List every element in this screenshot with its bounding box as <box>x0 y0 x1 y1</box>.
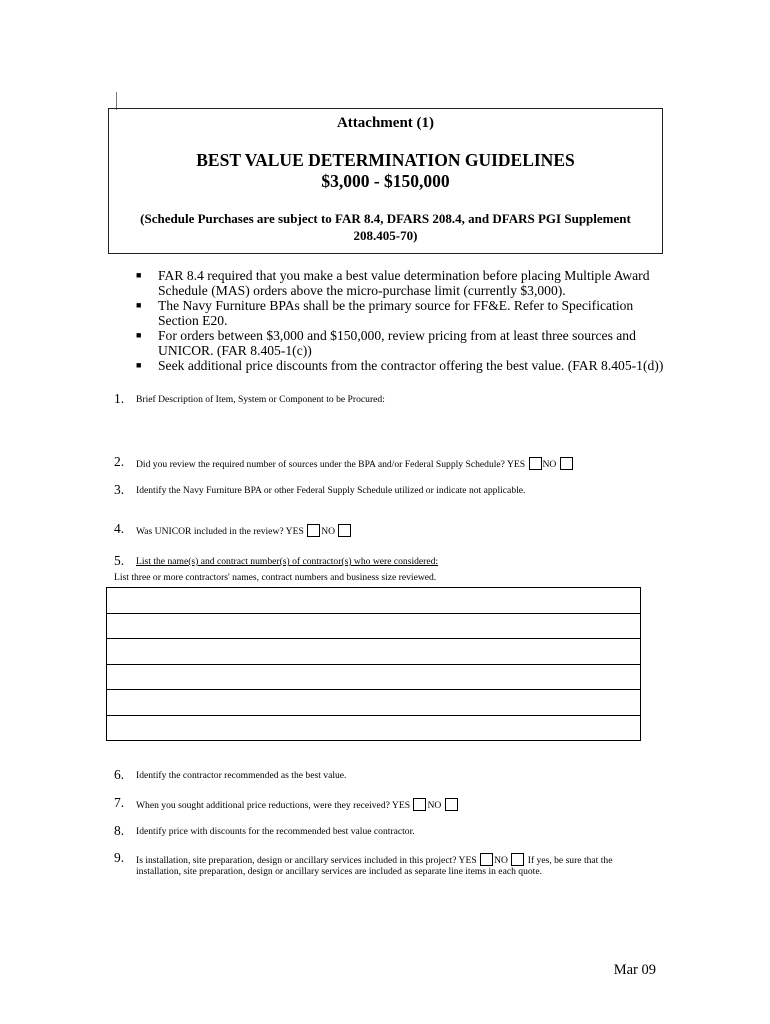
no-checkbox[interactable] <box>338 524 351 537</box>
bullet-item <box>136 268 676 298</box>
no-checkbox[interactable] <box>511 853 524 866</box>
bullet-text: FAR 8.4 required that you make a best value determination before placing Multiple Award Schedule (MAS) orders above the micro-purchase limit (currently $3,000). <box>158 268 650 298</box>
contractors-table <box>106 587 641 741</box>
square-bullet-icon: ■ <box>136 270 142 280</box>
question-text-continued: If yes, be sure that the <box>527 855 613 866</box>
question-text: Did you review the required number of sources under the BPA and/or Federal Supply Schedule? YES <box>136 459 526 470</box>
no-checkbox[interactable] <box>560 457 573 470</box>
no-label: NO <box>321 526 336 537</box>
yes-checkbox[interactable] <box>529 457 542 470</box>
guideline-bullets <box>136 268 676 373</box>
question-text: Identify the Navy Furniture BPA or other Federal Supply Schedule utilized or indicate not applicable. <box>136 485 526 496</box>
table-row[interactable] <box>107 639 640 665</box>
table-row[interactable] <box>107 588 640 614</box>
question-text: Brief Description of Item, System or Component to be Procured: <box>136 394 385 405</box>
question-text: Identify the contractor recommended as the best value. <box>136 770 347 781</box>
question-number: 3. <box>114 482 125 497</box>
bullet-item <box>136 298 676 328</box>
question-text: Is installation, site preparation, design or ancillary services included in this project? YES <box>136 855 477 866</box>
square-bullet-icon: ■ <box>136 360 142 370</box>
question-text: Was UNICOR included in the review? YES <box>136 526 304 537</box>
table-row[interactable] <box>107 690 640 716</box>
bullet-item <box>136 358 676 373</box>
bullet-text: Seek additional price discounts from the contractor offering the best value. (FAR 8.405-1(d)) <box>158 358 664 373</box>
question-number: 7. <box>114 795 125 810</box>
question-text: List the name(s) and contract number(s) of contractor(s) who were considered: <box>136 556 439 567</box>
question-text: When you sought additional price reductions, were they received? YES <box>136 800 411 811</box>
price-range-subtitle: $3,000 - $150,000 <box>321 171 450 191</box>
yes-checkbox[interactable] <box>480 853 493 866</box>
question-number: 9. <box>114 850 125 865</box>
question-number: 5. <box>114 553 125 568</box>
footer-date: Mar 09 <box>613 962 656 978</box>
no-label: NO <box>494 855 508 866</box>
no-label: NO <box>427 800 442 811</box>
no-label: NO <box>542 459 557 470</box>
page-title: BEST VALUE DETERMINATION GUIDELINES <box>196 150 575 170</box>
no-checkbox[interactable] <box>445 798 458 811</box>
table-row[interactable] <box>107 716 640 742</box>
bullet-text: The Navy Furniture BPAs shall be the primary source for FF&E. Refer to Specification Section E20. <box>158 298 634 328</box>
question-text: Identify price with discounts for the recommended best value contractor. <box>136 826 415 837</box>
question-number: 8. <box>114 823 125 838</box>
table-row[interactable] <box>107 665 640 691</box>
square-bullet-icon: ■ <box>136 300 142 310</box>
question-number: 2. <box>114 454 125 469</box>
schedule-note: (Schedule Purchases are subject to FAR 8.4, DFARS 208.4, and DFARS PGI Supplement 208.405-70) <box>140 211 631 243</box>
yes-checkbox[interactable] <box>413 798 426 811</box>
question-number: 6. <box>114 767 125 782</box>
question-number: 1. <box>114 391 125 406</box>
contractor-list-instruction: List three or more contractors' names, contract numbers and business size reviewed. <box>114 572 437 583</box>
question-number: 4. <box>114 521 125 536</box>
question-9-line-2: installation, site preparation, design or ancillary services are included as separate line items in each quote. <box>136 866 542 877</box>
square-bullet-icon: ■ <box>136 330 142 340</box>
table-row[interactable] <box>107 614 640 640</box>
bullet-text: For orders between $3,000 and $150,000, review pricing from at least three sources and UNICOR. (FAR 8.405-1(c)) <box>158 328 636 358</box>
attachment-label: Attachment (1) <box>336 115 435 131</box>
yes-checkbox[interactable] <box>307 524 320 537</box>
bullet-item <box>136 328 676 358</box>
header-box <box>108 108 663 254</box>
